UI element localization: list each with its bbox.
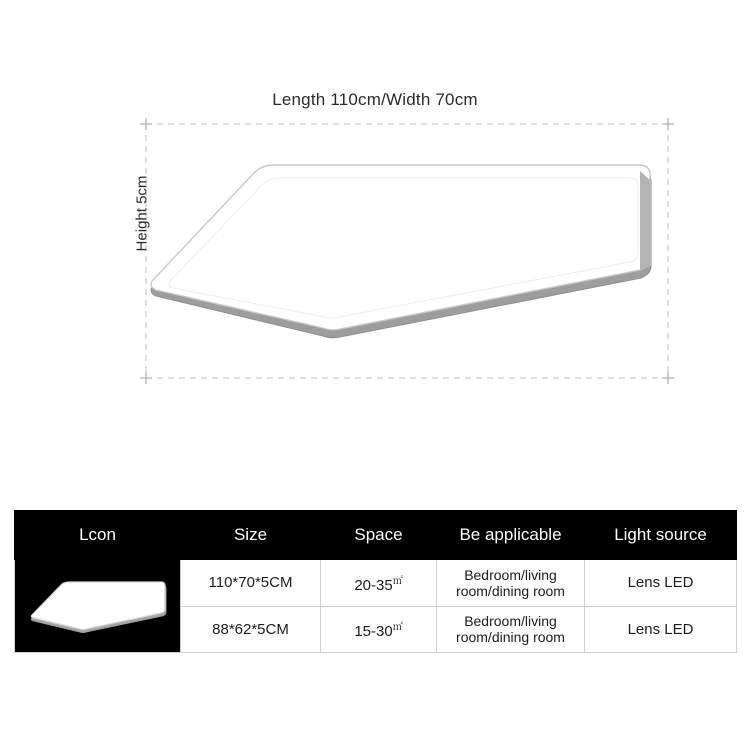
col-header-size: Size — [181, 511, 321, 560]
spec-table — [14, 510, 737, 653]
cell-space-unit: ㎡ — [392, 622, 403, 634]
cell-applicable-line2: room/dining room — [456, 629, 565, 646]
cell-size: 110*70*5CM — [181, 560, 321, 607]
led-panel-thumbnail-icon — [16, 560, 180, 648]
cell-applicable — [437, 560, 585, 607]
cell-space-unit: ㎡ — [392, 575, 403, 587]
col-header-applicable: Be applicable — [437, 511, 585, 560]
cell-space-value: 20-35 — [354, 576, 393, 594]
product-icon-cell — [15, 560, 181, 653]
spec-table-wrapper — [14, 510, 736, 653]
cell-applicable-line1: Bedroom/living — [464, 613, 557, 630]
col-header-space: Space — [321, 511, 437, 560]
cell-space — [321, 560, 437, 607]
height-label: Height 5cm — [133, 175, 151, 252]
length-width-label: Length 110cm/Width 70cm — [272, 90, 478, 109]
cell-space — [321, 606, 437, 653]
cell-light-source: Lens LED — [585, 606, 737, 653]
cell-applicable — [437, 606, 585, 653]
cell-size: 88*62*5CM — [181, 606, 321, 653]
cell-applicable-line1: Bedroom/living — [464, 566, 557, 583]
col-header-light-source: Light source — [585, 511, 737, 560]
cell-applicable-line2: room/dining room — [456, 582, 565, 599]
col-header-icon: Lcon — [15, 511, 181, 560]
cell-light-source: Lens LED — [585, 560, 737, 607]
cell-space-value: 15-30 — [354, 623, 393, 641]
table-header-row — [15, 511, 737, 560]
table-row — [15, 560, 737, 607]
